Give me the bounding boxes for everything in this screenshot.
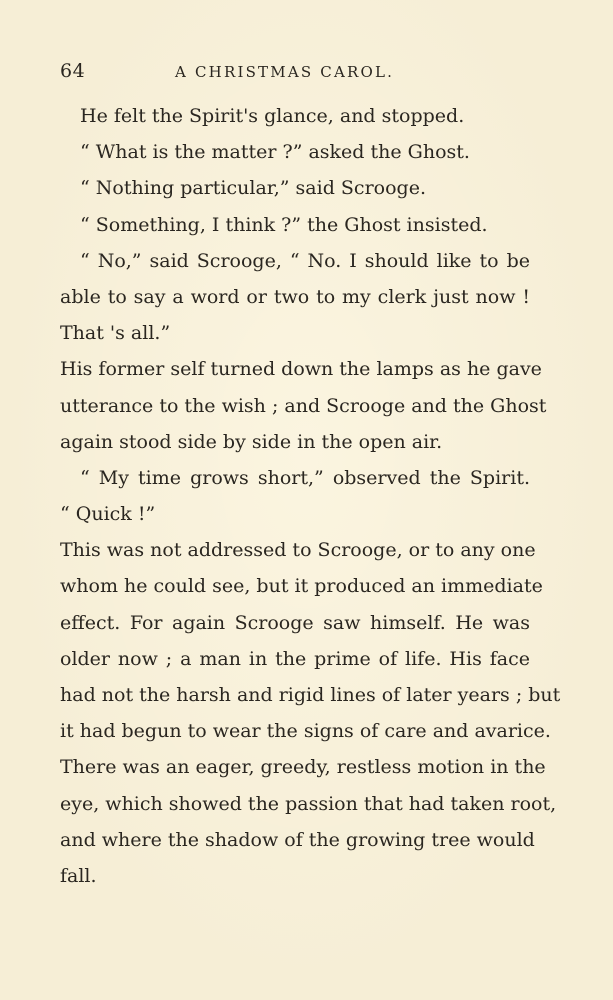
text-line: “ No,” said Scrooge, “ No. I should like to be bbox=[80, 249, 530, 272]
text-line: fall. bbox=[60, 864, 97, 887]
text-line: eye, which showed the passion that had taken root, bbox=[60, 792, 557, 815]
text-line: There was an eager, greedy, restless motion in the bbox=[60, 756, 546, 779]
text-line: again stood side by side in the open air. bbox=[60, 430, 443, 453]
text-line: utterance to the wish ; and Scrooge and the Ghost bbox=[60, 394, 547, 417]
text-line: whom he could see, but it produced an immediate bbox=[60, 575, 543, 598]
text-line: it had begun to wear the signs of care and avarice. bbox=[60, 720, 551, 743]
text-line: older now ; a man in the prime of life. His face bbox=[60, 647, 530, 670]
text-line: This was not addressed to Scrooge, or to any one bbox=[60, 539, 536, 562]
text-line: His former self turned down the lamps as he gave bbox=[60, 358, 542, 381]
text-line: able to say a word or two to my clerk just now ! bbox=[60, 285, 530, 308]
text-line: “ Something, I think ?” the Ghost insisted. bbox=[80, 213, 488, 236]
text-line: That 's all.” bbox=[60, 322, 171, 345]
text-line: “ What is the matter ?” asked the Ghost. bbox=[80, 141, 470, 164]
text-line: and where the shadow of the growing tree would bbox=[60, 828, 535, 851]
text-line: effect. For again Scrooge saw himself. He was bbox=[60, 611, 530, 634]
body-text bbox=[60, 98, 561, 894]
text-line: “ My time grows short,” observed the Spirit. bbox=[80, 466, 530, 489]
text-line: had not the harsh and rigid lines of later years ; but bbox=[60, 684, 561, 706]
running-title: A CHRISTMAS CAROL. bbox=[175, 63, 395, 81]
text-line: “ Nothing particular,” said Scrooge. bbox=[80, 177, 426, 200]
page-number: 64 bbox=[60, 60, 86, 82]
text-line: He felt the Spirit's glance, and stopped. bbox=[80, 105, 465, 127]
running-head bbox=[60, 60, 530, 86]
text-line: “ Quick !” bbox=[60, 503, 156, 526]
